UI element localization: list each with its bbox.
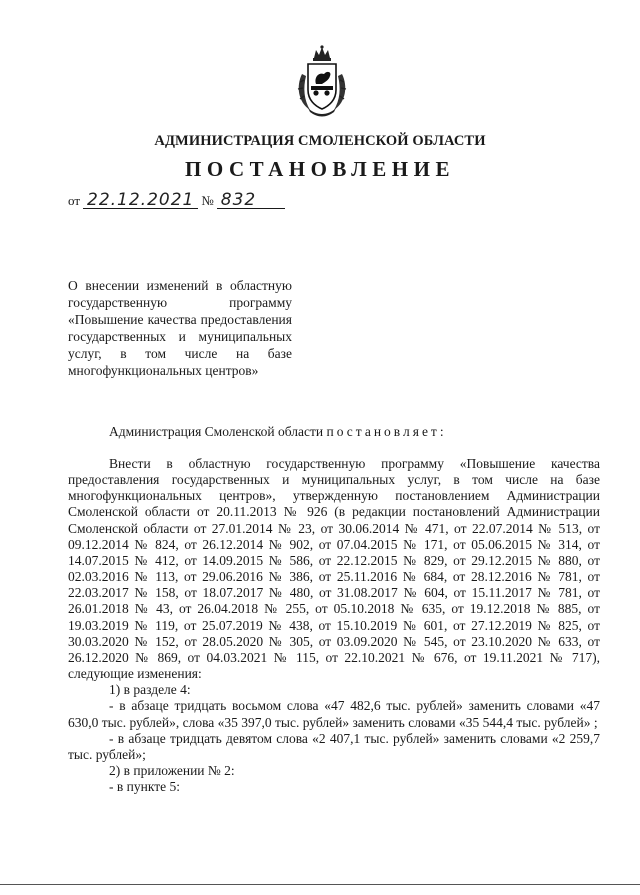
intro-line (109, 424, 447, 440)
smolensk-coat-of-arms-icon (294, 44, 350, 118)
item-2a: - в пункте 5: (109, 779, 180, 795)
date-number-line (68, 192, 288, 209)
item-1a: - в абзаце тридцать восьмом слова «47 482,6 тыс. рублей» заменить словами «47 630,0 тыс. рублей», слова «35 397,0 тыс. рублей» заменить словами «35 544,4 тыс. рублей» ; (68, 698, 600, 730)
item-1: 1) в разделе 4: (109, 682, 191, 698)
document-body (68, 456, 600, 795)
document-type-title: ПОСТАНОВЛЕНИЕ (185, 157, 455, 181)
item-1b: - в абзаце тридцать девятом слова «2 407,1 тыс. рублей» заменить словами «2 259,7 тыс. рублей»; (68, 730, 600, 762)
main-paragraph: Внести в областную государственную программу «Повышение качества предоставления государственных и муниципальных услуг, в том числе на базе многофункциональных центров», утвержденную постановлением Администрации Смоленской области от 20.11.2013 № 926 (в редакции постановлений Администрации Смоленской области от 27.01.2014 № 23, от 30.06.2014 № 471, от 22.07.2014 № 513, от 09.12.2014 № 824, от 26.12.2014 № 902, от 07.04.2015 № 171, от 05.06.2015 № 314, от 14.07.2015 № 412, от 14.09.2015 № 586, от 22.12.2015 № 829, от 29.12.2015 № 880, от 02.03.2016 № 113, от 29.06.2016 № 386, от 25.11.2016 № 684, от 28.12.2016 № 781, от 22.03.2017 № 158, от 18.07.2017 № 480, от 31.08.2017 № 604, от 15.11.2017 № 781, от 26.01.2018 № 43, от 26.04.2018 № 255, от 05.10.2018 № 635, от 19.12.2018 № 885, от 19.03.2019 № 119, от 25.07.2019 № 438, от 15.10.2019 № 601, от 27.12.2019 № 825, от 30.03.2020 № 152, от 28.05.2020 № 305, от 03.09.2020 № 545, от 23.10.2020 № 633, от 26.12.2020 № 869, от 04.03.2021 № 115, от 22.10.2021 № 676, от 19.11.2021 № 717), следующие изменения: (68, 456, 600, 682)
number-prefix: № (201, 193, 214, 208)
date-prefix: от (68, 193, 81, 208)
intro-lead: Администрация Смоленской области (109, 424, 327, 439)
bottom-divider (0, 884, 640, 885)
document-subject: О внесении изменений в областную государственную программу «Повышение качества предоставления государственных и муниципальных услуг, в том числе на базе многофункциональных центров» (68, 278, 292, 378)
handwritten-date: 22.12.2021 (83, 192, 198, 209)
intro-verb: постановляет: (326, 424, 447, 439)
item-2: 2) в приложении № 2: (109, 762, 235, 778)
handwritten-number: 832 (217, 192, 285, 209)
organization-title: АДМИНИСТРАЦИЯ СМОЛЕНСКОЙ ОБЛАСТИ (154, 133, 486, 149)
